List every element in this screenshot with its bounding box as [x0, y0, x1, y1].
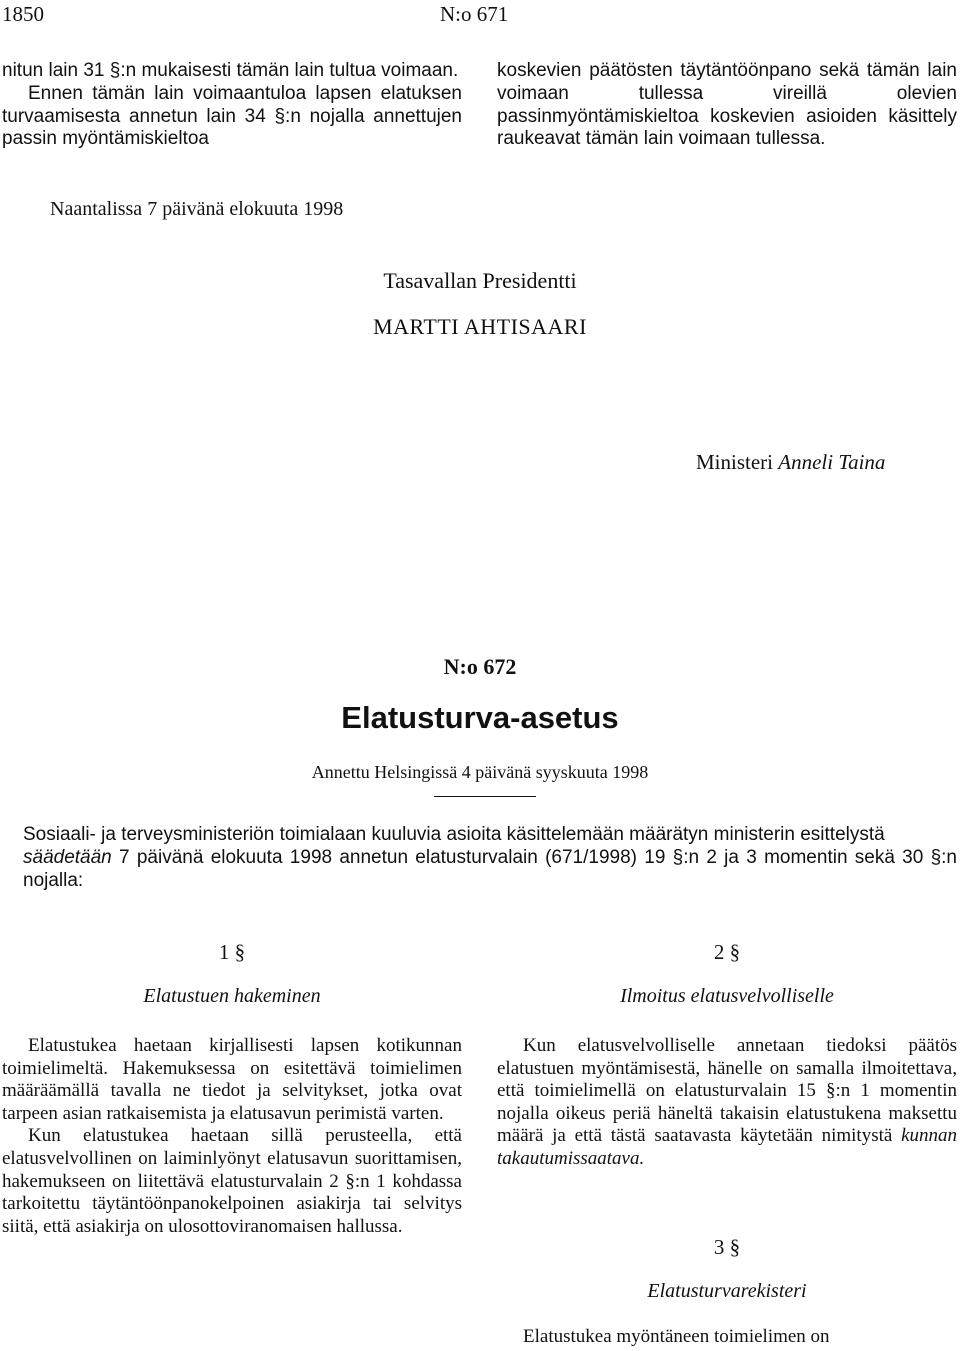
- page-number: 1850: [2, 2, 44, 26]
- minister-name: Anneli Taina: [778, 450, 886, 474]
- intro-line: Sosiaali- ja terveysministeriön toimialaan kuuluvia asioita käsittelemään määrätyn ministerin esittelystä: [23, 824, 885, 845]
- minister-signature: [696, 450, 885, 475]
- section-2-heading: Ilmoitus elatusvelvolliselle: [620, 985, 834, 1007]
- section-2-number: 2 §: [713, 940, 741, 964]
- section-3-number: 3 §: [713, 1235, 741, 1259]
- decree-given-date: Annettu Helsingissä 4 päivänä syyskuuta 1998: [311, 762, 649, 782]
- place-date: Naantalissa 7 päivänä elokuuta 1998: [50, 198, 344, 220]
- intro-emphasis: säädetään: [23, 846, 112, 868]
- president-name: MARTTI AHTISAARI: [373, 314, 587, 339]
- intro-line: 7 päivänä elokuuta 1998 annetun elatusturvalain (671/1998) 19 §:n 2 ja 3 momentin sekä 30 §:n nojalla:: [23, 846, 958, 891]
- paragraph: koskevien päätösten täytäntöönpano sekä tämän lain voimaan tullessa vireillä olevien passinmyöntämiskieltoa koskevien asioiden käsittely raukeavat tämän lain voimaan tullessa.: [497, 60, 957, 150]
- section-1-heading: Elatustuen hakeminen: [143, 985, 321, 1007]
- top-right-column: [497, 60, 957, 151]
- section-3-body: [497, 1326, 957, 1349]
- document-number: N:o 671: [440, 2, 509, 26]
- decree-number: N:o 672: [443, 654, 517, 679]
- section-2-body: [497, 1035, 957, 1171]
- paragraph: Kun elatustukea haetaan sillä perusteella, että elatusvelvollinen on laiminlyönyt elatusavun suorittamisen, hakemukseen on liitettävä elatusturvalain 2 §:n 1 kohdassa tarkoitettu täytäntöönpanokelpoinen asiakirja tai selvitys siitä, että asiakirja on ulosottoviranomaisen hallussa.: [2, 1125, 462, 1237]
- decree-intro: [23, 824, 957, 892]
- paragraph: nitun lain 31 §:n mukaisesti tämän lain tultua voimaan.: [2, 60, 459, 81]
- section-1-number: 1 §: [218, 940, 246, 964]
- divider: [434, 796, 536, 797]
- minister-prefix: Ministeri: [696, 450, 773, 474]
- paragraph: Elatustukea haetaan kirjallisesti lapsen kotikunnan toimielimeltä. Hakemuksessa on esitettävä toimielimen määräämällä tavalla ne tiedot ja selvitykset, jotka ovat tarpeen asian ratkaisemista ja elatusavun perimistä varten.: [2, 1035, 462, 1124]
- paragraph: Ennen tämän lain voimaantuloa lapsen elatuksen turvaamisesta annetun lain 34 §:n nojalla annettujen passin myöntämiskieltoa: [2, 82, 462, 150]
- defined-term: kunnan takautumissaatava.: [497, 1125, 958, 1169]
- top-left-column: [2, 60, 462, 151]
- paragraph: Kun elatusvelvolliselle annetaan tiedoksi päätös elatustuen myöntämisestä, hänelle on samalla ilmoitettava, että toimielimellä on elatusturvalain 15 §:n 1 momentin nojalla oikeus periä häneltä takaisin elatustukena maksettu määrä ja että tästä saatavasta käytetään nimitystä: [497, 1035, 957, 1147]
- decree-title: Elatusturva-asetus: [341, 700, 619, 735]
- president-title: Tasavallan Presidentti: [383, 268, 577, 293]
- section-3-heading: Elatusturvarekisteri: [647, 1280, 807, 1302]
- paragraph: Elatustukea myöntäneen toimielimen on: [523, 1326, 830, 1347]
- section-1-body: [2, 1035, 462, 1238]
